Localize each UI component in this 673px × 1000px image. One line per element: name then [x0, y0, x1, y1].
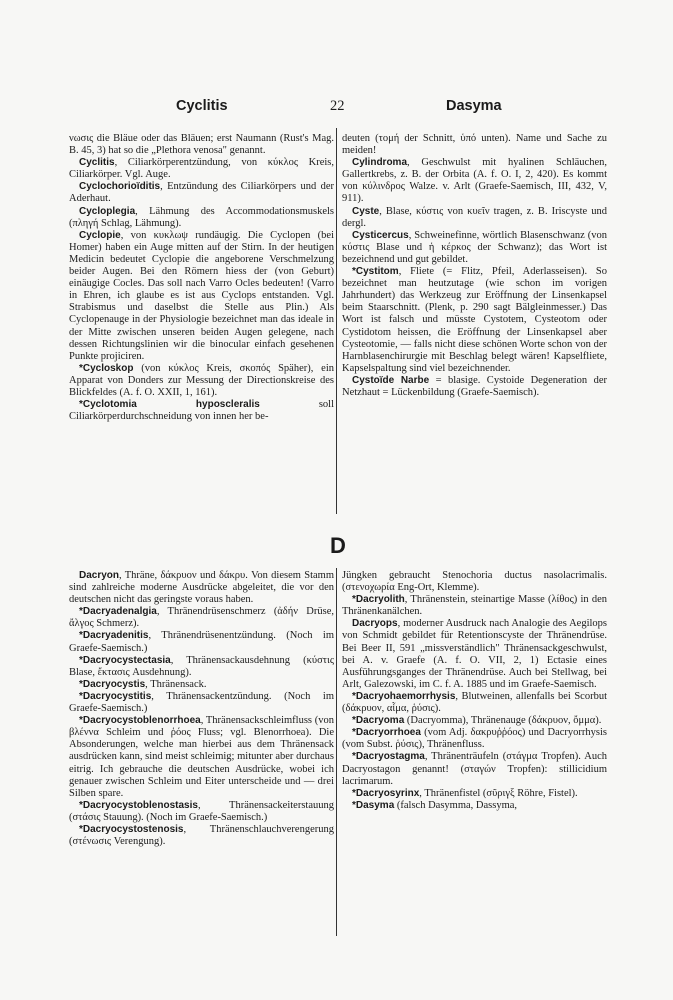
dictionary-entry	[69, 606, 334, 630]
entry-text: , Thränensackeiterstauung (στάσις Stauung). (Noch im Graefe-Saemisch.)	[69, 799, 334, 823]
entry-headword: *Dacryorrhoea	[352, 727, 421, 739]
entry-headword: Cyclochorioïditis	[79, 181, 161, 193]
entry-text: , Thränendrüsenentzündung. (Noch im Graefe-Saemisch.)	[69, 630, 334, 654]
entry-text: , Geschwulst mit hyalinen Schläuchen, Gallertkrebs, z. B. der Orbita (A. f. O. I, 2, 420). Es kommt von κύλινδρος Walze. v. Arlt (Graefe-Saemisch, III, 432, V, 911).	[342, 157, 607, 205]
entry-text: soll Ciliarkörperdurchschneidung von innen her be-	[69, 399, 334, 423]
top-right-column	[342, 133, 607, 399]
bottom-right-column	[342, 570, 607, 812]
dictionary-entry	[69, 570, 334, 606]
page-number: 22	[330, 98, 345, 114]
entry-headword: *Dacryolith	[352, 594, 405, 606]
entry-headword: *Dacryohaemorrhysis	[352, 690, 456, 702]
entry-headword: Cyste	[352, 205, 380, 217]
entry-headword: Cyclopie	[79, 229, 121, 241]
column-divider-top	[336, 128, 337, 514]
dictionary-entry	[342, 751, 607, 787]
entry-text: , Thränenschlauchverengerung (στένωσις Verengung).	[69, 823, 334, 848]
dictionary-entry	[69, 363, 334, 399]
entry-text: , Blase, κύστις von κυεῖν tragen, z. B. Iriscyste und dergl.	[342, 205, 607, 229]
entry-text: (Dacryomma), Thränenauge (δάκρυον, ὄμμα).	[404, 715, 602, 727]
entry-text: deuten (τομή der Schnitt, ὑπό unten). Name und Sache zu meiden!	[342, 133, 607, 157]
top-left-column	[69, 133, 334, 423]
dictionary-entry	[342, 266, 607, 375]
entry-text: = blasige. Cystoide Degeneration der Netzhaut = Lückenbildung (Graefe-Saemisch).	[342, 374, 607, 398]
entry-headword: Cystoïde Narbe	[352, 374, 430, 386]
dictionary-entry	[69, 206, 334, 230]
dictionary-entry	[342, 570, 607, 594]
entry-text: (von κύκλος Kreis, σκοπός Späher), ein Apparat von Donders zur Messung der Directionskreise des Blickfeldes (A. f. O. XXII, 1, 161).	[69, 362, 334, 398]
entry-text: , Lähmung des Accommodationsmuskels (πληγή Schlag, Lähmung).	[69, 205, 334, 229]
column-divider-bottom	[336, 568, 337, 936]
header-left-keyword: Cyclitis	[176, 98, 228, 114]
dictionary-entry	[342, 157, 607, 205]
dictionary-entry	[69, 399, 334, 423]
entry-headword: *Dacryadenitis	[79, 630, 149, 642]
entry-text: , Thränensack.	[145, 678, 207, 690]
dictionary-entry	[342, 133, 607, 157]
entry-text: , Thränendrüsenschmerz (ἀδήν Drüse, ἄλγος Schmerz).	[69, 606, 334, 630]
entry-text: (falsch Dasymma, Dassyma,	[394, 799, 518, 811]
dictionary-entry	[69, 691, 334, 715]
entry-headword: *Dacryocystectasia	[79, 654, 171, 666]
dictionary-entry	[69, 630, 334, 654]
entry-text: (vom Adj. δακρυῤῥόος) und Dacryorrhysis (vom Subst. ῥύσις), Thränenfluss.	[342, 727, 607, 751]
header-right-keyword: Dasyma	[446, 98, 502, 114]
entry-text: , Thräne, δάκρυον und δάκρυ. Von diesem Stamm sind zahlreiche moderne Ausdrücke abgeleitet, die vor den deutschen nicht das geringste voraus haben.	[69, 570, 334, 606]
dictionary-entry	[342, 594, 607, 618]
entry-headword: *Dacryosyrinx	[352, 787, 420, 799]
entry-text: Jüngken gebraucht Stenochoria ductus nasolacrimalis. (στενοχωρία Eng-Ort, Klemme).	[342, 570, 607, 594]
dictionary-entry	[342, 800, 607, 812]
dictionary-entry	[69, 679, 334, 691]
dictionary-entry	[342, 691, 607, 715]
entry-headword: *Dasyma	[352, 799, 395, 811]
dictionary-entry	[69, 181, 334, 205]
dictionary-entry	[342, 715, 607, 727]
dictionary-entry	[69, 230, 334, 363]
entry-headword: *Cystitom	[352, 266, 399, 278]
dictionary-entry	[342, 618, 607, 691]
entry-headword: Cyclitis	[79, 157, 115, 169]
dictionary-entry	[69, 655, 334, 679]
entry-headword: *Dacryocystitis	[79, 690, 152, 702]
entry-text: , Ciliarkörperentzündung, von κύκλος Kreis, Ciliarkörper. Vgl. Auge.	[69, 157, 334, 181]
entry-text: , Thränensackentzündung. (Noch im Graefe-Saemisch.)	[69, 690, 334, 715]
entry-text: , Entzündung des Ciliarkörpers und der Aderhaut.	[69, 181, 334, 205]
dictionary-entry	[342, 788, 607, 800]
dictionary-entry	[69, 824, 334, 848]
entry-headword: *Dacryocystostenosis	[79, 823, 184, 835]
entry-headword: *Dacryoma	[352, 715, 405, 727]
entry-text: , Thränenstein, steinartige Masse (λίθος) in den Thränenkanälchen.	[342, 594, 607, 618]
entry-headword: Dacryops	[352, 618, 398, 630]
dictionary-entry	[69, 133, 334, 157]
entry-text: , moderner Ausdruck nach Analogie des Aegilops von Schmidt gebildet für Retentionscyste der Thränendrüse. Bei Beer II, 591 „missverständlich" Thränensackgeschwulst, bei A. v. Graefe (A. f. O. VII, 2, 1) Ectasie eines Ausführungsganges der Thränendrüse. Auch bei Stellwag, bei Arlt, Galezowski, im C. f. A. 1885 und im Graefe-Saemisch.	[342, 618, 607, 690]
entry-headword: *Dacryostagma	[352, 751, 425, 763]
dictionary-entry	[69, 715, 334, 800]
entry-text: , Schweinefinne, wörtlich Blasenschwanz (von κύστις Blase und ἡ κέρκος der Schwanz); das Wort ist bezeichnend und gut gebildet.	[342, 229, 607, 265]
section-letter: D	[330, 533, 346, 558]
entry-headword: Cysticercus	[352, 229, 409, 241]
bottom-left-column	[69, 570, 334, 848]
dictionary-entry	[69, 157, 334, 181]
entry-text: , Thränensackausdehnung (κύστις Blase, ἔκτασις Ausdehnung).	[69, 654, 334, 678]
entry-headword: Cycloplegia	[79, 205, 136, 217]
dictionary-entry	[342, 206, 607, 230]
entry-text: , Thränenträufeln (στάγμα Tropfen). Auch Dacryostagon genannt! (σταγών Tropfen): stillicidium lacrimarum.	[342, 751, 607, 787]
entry-text: , Thränenfistel (σῦριγξ Röhre, Fistel).	[419, 787, 578, 799]
entry-text: , Fliete (= Flitz, Pfeil, Aderlasseisen). So bezeichnet man heutzutage (wie schon im vorigen Jahrhundert) das Werkzeug zur Eröffnung der Linsenkapsel beim Staarschnitt. (Plenk, p. 290 sagt Bälgleinmesser.) Das Wort ist falsch und müsste Cystotem, Cysteotom oder Cystidotom heissen, die Eröffnung der Linsenkapsel aber Cysteotomie, — falls nicht diese schönen Worte schon von der Harnblasenchirurgie mit Beschlag belegt wären! Kapselfliete, Kapselspaltung sind viel bezeichnender.	[342, 266, 607, 374]
entry-headword: Cylindroma	[352, 157, 408, 169]
entry-text: , Blutweinen, allenfalls bei Scorbut (δάκρυον, αἷμα, ῥύσις).	[342, 690, 607, 715]
dictionary-entry	[69, 800, 334, 824]
entry-text: , Thränensackschleimfluss (von βλέννα Schleim und ῥόος Fluss; vgl. Blenorrhoea). Die Absonderungen, welche man hierbei aus dem Thränensack ausdrücken kann, sind meist schleimig; mitunter aber durchaus eitrig. Ich gebrauche die deutschen Ausdrücke, wobei ich genauer zwischen Schleim und Eiter unterscheide und — drei Silben spare.	[69, 715, 334, 799]
entry-text: , von κυκλωψ rundäugig. Die Cyclopen (bei Homer) haben ein Auge mitten auf der Stirn. In der heutigen Medicin bedeutet Cyclopie die angeborene Verschmelzung beider Augen. Bei den Römern hiess der (von Geburt) einäugige Cocles. Das soll nach Varro Ocles bedeuten! (Varro in Ehren, ich glaube es ist aus Cyclops entstanden. Vgl. Strabismus und daselbst die Stelle aus Plin.) Als Cyclopenauge in der Physiologie bezeichnet man das ideale in der Mitte zwischen unseren beiden Augen gelegene, nach dessen Richtungslinien wir die binocular einfach gesehenen Punkte projiciren.	[69, 229, 334, 362]
entry-headword: *Dacryadenalgia	[79, 606, 157, 618]
entry-headword: *Dacryocystis	[79, 678, 146, 690]
entry-headword: *Dacryocystoblenostasis	[79, 799, 198, 811]
running-header	[168, 98, 608, 122]
entry-text: νωσις die Bläue oder das Bläuen; erst Naumann (Rust's Mag. B. 45, 3) hat so die „Plethora venosa" genannt.	[69, 133, 334, 157]
entry-headword: *Cyclotomia hyposcleralis	[79, 399, 260, 411]
dictionary-entry	[342, 230, 607, 266]
dictionary-entry	[342, 375, 607, 399]
entry-headword: *Dacryocystoblenorrhoea	[79, 715, 201, 727]
entry-headword: *Cycloskop	[79, 362, 134, 374]
entry-headword: Dacryon	[79, 570, 120, 581]
dictionary-entry	[342, 727, 607, 751]
